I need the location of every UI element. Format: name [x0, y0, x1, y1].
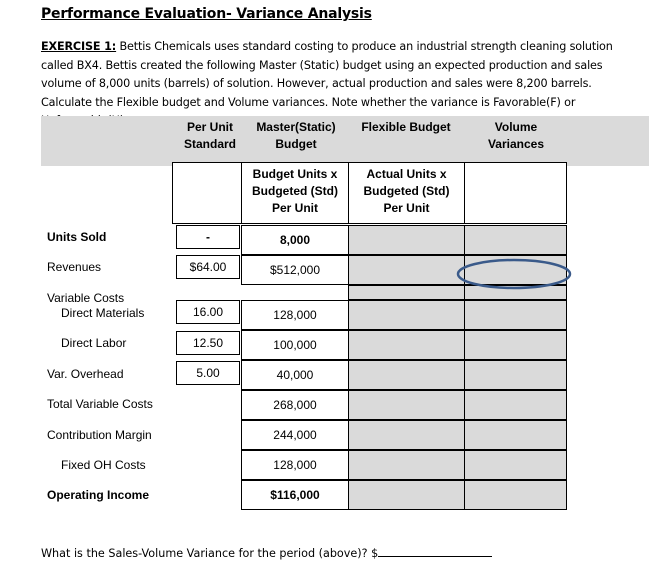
flex-operating-income[interactable] [348, 480, 465, 510]
master-var-overhead: 40,000 [241, 360, 349, 390]
answer-blank[interactable] [378, 545, 492, 557]
exercise-label: EXERCISE 1: [41, 40, 117, 53]
flex-direct-materials[interactable] [348, 300, 465, 330]
flex-total-variable-costs[interactable] [348, 390, 465, 420]
vol-direct-materials[interactable] [464, 300, 567, 330]
row-label-direct-materials: Direct Materials [61, 306, 145, 320]
std-revenues: $64.00 [176, 255, 240, 279]
row-label-var-overhead: Var. Overhead [47, 367, 124, 381]
highlight-oval-shape [458, 260, 570, 288]
subheader-master-line3: Per Unit [271, 201, 318, 215]
master-units-sold: 8,000 [241, 225, 349, 255]
std-direct-materials: 16.00 [176, 300, 240, 324]
flex-variable-costs-header [348, 285, 465, 300]
subheader-box-volume [464, 162, 567, 224]
flex-var-overhead[interactable] [348, 360, 465, 390]
master-fixed-oh-costs: 128,000 [241, 450, 349, 480]
flex-contribution-margin[interactable] [348, 420, 465, 450]
subheader-flexible-line2: Budgeted (Std) [363, 184, 450, 198]
question-line [41, 545, 492, 560]
header-master [248, 119, 344, 153]
header-per-unit-line2: Standard [183, 137, 236, 151]
header-volume [470, 119, 562, 153]
master-contribution-margin: 244,000 [241, 420, 349, 450]
subheader-flexible [350, 166, 463, 217]
row-label-units-sold: Units Sold [47, 230, 107, 244]
flex-fixed-oh-costs[interactable] [348, 450, 465, 480]
vol-fixed-oh-costs[interactable] [464, 450, 567, 480]
row-label-contribution-margin: Contribution Margin [47, 428, 152, 442]
subheader-master-line1: Budget Units x [252, 167, 338, 181]
vol-contribution-margin[interactable] [464, 420, 567, 450]
header-flexible [350, 119, 462, 136]
row-label-total-variable-costs: Total Variable Costs [47, 397, 153, 411]
page-title: Performance Evaluation- Variance Analysis [41, 6, 372, 22]
header-master-line2: Budget [275, 137, 317, 151]
section-label-variable-costs: Variable Costs [47, 291, 125, 305]
flex-revenues[interactable] [348, 255, 465, 285]
master-direct-materials: 128,000 [241, 300, 349, 330]
subheader-box-std [172, 162, 242, 224]
subheader-master-line2: Budgeted (Std) [252, 184, 338, 198]
header-master-line1: Master(Static) [256, 120, 336, 134]
master-direct-labor: 100,000 [241, 330, 349, 360]
vol-operating-income[interactable] [464, 480, 567, 510]
exercise-text: Bettis Chemicals uses standard costing to produce an industrial strength cleaning solution called BX4. Bettis created the following Master (Static) budget using an expected production and sales volume of 8,000 units (barrels) of solution. However, actual production and sales were 8,200 barrels. Calculate the Flexible budget and Volume variances. Note whether the variance is Favorable(F) or [41, 40, 613, 109]
master-revenues: $512,000 [241, 255, 349, 285]
header-flexible-line1: Flexible Budget [361, 120, 451, 134]
header-volume-line2: Variances [487, 137, 545, 151]
flex-units-sold[interactable] [348, 225, 465, 255]
row-label-direct-labor: Direct Labor [61, 336, 127, 350]
row-label-revenues: Revenues [47, 260, 102, 274]
subheader-master [244, 166, 346, 217]
std-units-sold: - [176, 225, 240, 249]
std-var-overhead: 5.00 [176, 361, 240, 385]
subheader-flexible-line1: Actual Units x [366, 167, 447, 181]
flex-direct-labor[interactable] [348, 330, 465, 360]
header-per-unit-line1: Per Unit [186, 120, 233, 134]
header-per-unit [176, 119, 244, 153]
master-total-variable-costs: 268,000 [241, 390, 349, 420]
std-direct-labor: 12.50 [176, 331, 240, 355]
header-volume-line1: Volume [494, 120, 538, 134]
highlight-oval [455, 257, 573, 291]
vol-var-overhead[interactable] [464, 360, 567, 390]
vol-total-variable-costs[interactable] [464, 390, 567, 420]
row-label-operating-income: Operating Income [47, 488, 150, 502]
vol-direct-labor[interactable] [464, 330, 567, 360]
master-operating-income: $116,000 [241, 480, 349, 510]
subheader-flexible-line3: Per Unit [383, 201, 430, 215]
vol-units-sold[interactable] [464, 225, 567, 255]
question-text: What is the Sales-Volume Variance for the period (above)? $ [41, 547, 379, 560]
row-label-fixed-oh-costs: Fixed OH Costs [61, 458, 146, 472]
